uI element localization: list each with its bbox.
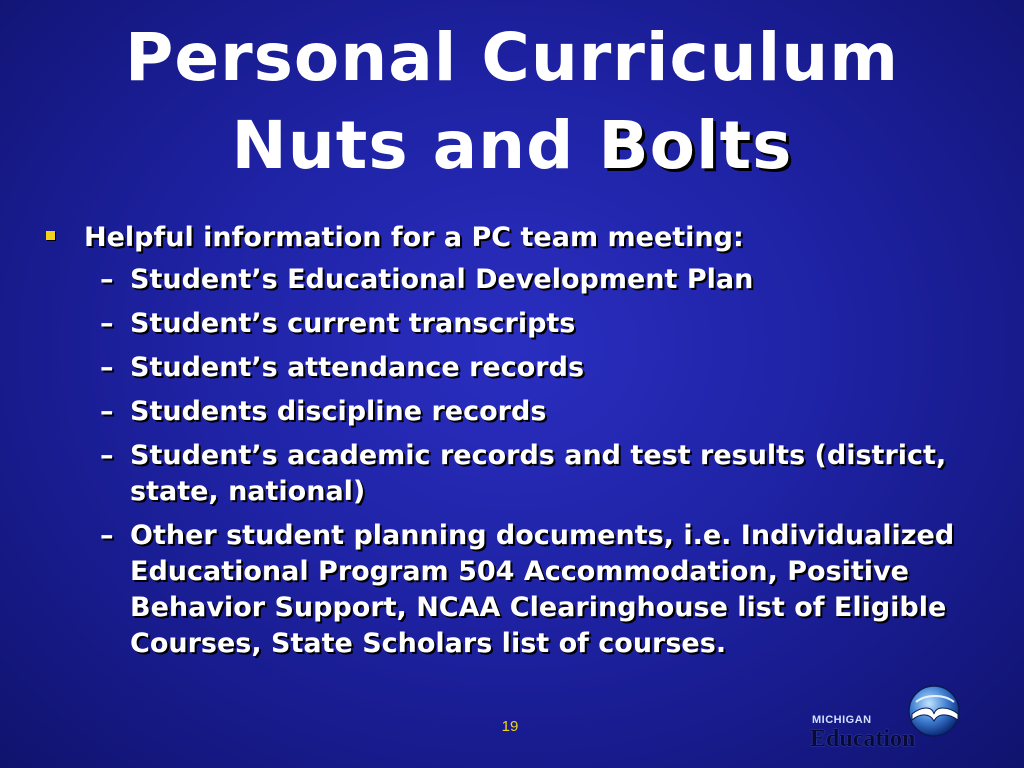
sub-bullet-item	[42, 438, 992, 510]
sub-bullet-item	[42, 518, 992, 662]
sub-bullet-item	[42, 350, 992, 386]
title-line-2-emphasis: Bolts	[598, 107, 793, 184]
slide-body	[42, 218, 992, 670]
michigan-education-logo	[808, 682, 968, 754]
sub-bullet-text: Student’s current transcripts	[130, 308, 576, 339]
logo-bottom-text: Education	[810, 726, 916, 752]
sub-bullet-text: Student’s Educational Development Plan	[130, 264, 754, 295]
dash-icon: –	[100, 352, 114, 383]
dash-icon: –	[100, 396, 114, 427]
logo-top-text: MICHIGAN	[812, 714, 872, 726]
sub-bullet-item	[42, 262, 992, 298]
sub-bullet-text: Students discipline records	[130, 396, 547, 427]
title-line-2-prefix: Nuts and	[231, 107, 599, 184]
page-number: 19	[501, 718, 519, 735]
sub-bullet-text: Other student planning documents, i.e. Individualized Educational Program 504 Accommodation, Positive Behavior Support, NCAA Clearinghouse list of Eligible Courses, State Scholars list of courses.	[130, 520, 955, 659]
dash-icon: –	[100, 308, 114, 339]
dash-icon: –	[100, 440, 114, 471]
bullet-item	[42, 218, 992, 258]
sub-bullet-item	[42, 306, 992, 342]
dash-icon: –	[100, 520, 114, 551]
title-line-2	[0, 102, 1024, 190]
square-bullet-icon	[46, 231, 55, 240]
bullet-text: Helpful information for a PC team meeting:	[84, 222, 744, 253]
dash-icon: –	[100, 264, 114, 295]
sub-bullet-text: Student’s academic records and test results (district, state, national)	[130, 440, 947, 507]
sub-bullet-item	[42, 394, 992, 430]
sub-bullet-text: Student’s attendance records	[130, 352, 585, 383]
slide-title	[0, 14, 1024, 190]
title-line-1: Personal Curriculum	[124, 19, 900, 96]
sub-bullet-list	[42, 262, 992, 662]
